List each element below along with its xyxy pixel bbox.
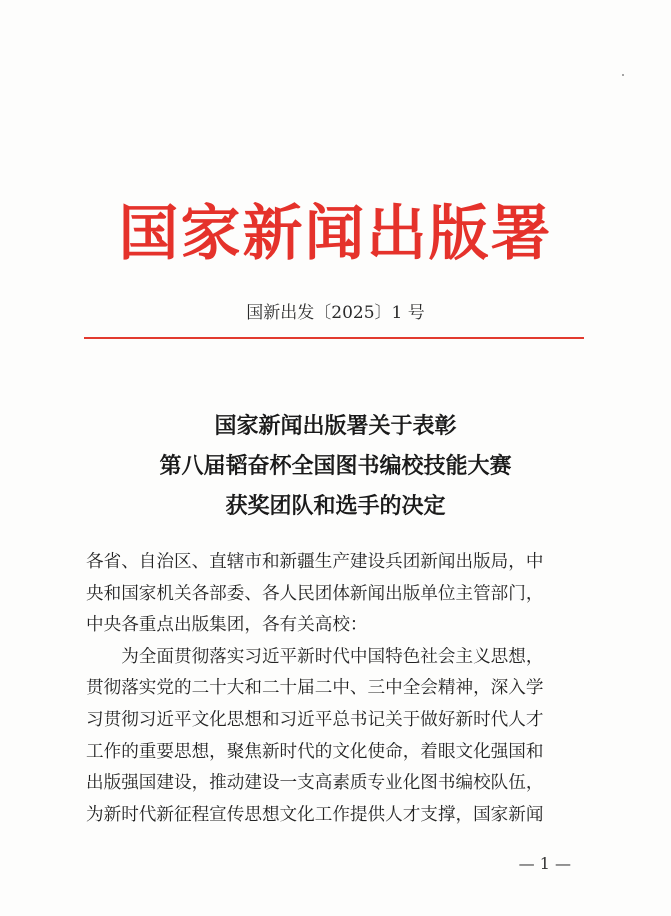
title-line: 获奖团队和选手的决定 — [225, 493, 446, 519]
body-line: 各省、自治区、直辖市和新疆生产建设兵团新闻出版局，中 — [86, 552, 544, 572]
body-line: 工作的重要思想，聚焦新时代的文化使命，着眼文化强国和 — [86, 741, 544, 762]
title-line: 第八届韬奋杯全国图书编校技能大赛 — [159, 453, 512, 479]
document-title — [0, 406, 671, 526]
body-line: 出版强国建设，推动建设一支高素质专业化图书编校队伍， — [86, 773, 544, 794]
document-number: 国新出发〔2025〕1 号 — [246, 303, 425, 323]
body-line: 为全面贯彻落实习近平新时代中国特色社会主义思想， — [86, 646, 544, 667]
body-line: 央和国家机关各部委、各人民团体新闻出版单位主管部门， — [86, 583, 544, 604]
page-number: — 1 — — [518, 854, 571, 873]
title-line: 国家新闻出版署关于表彰 — [214, 413, 457, 439]
body-line: 为新时代新征程宣传思想文化工作提供人才支撑，国家新闻 — [86, 804, 544, 825]
body-line: 中央各重点出版集团，各有关高校： — [86, 615, 368, 636]
body-line: 贯彻落实党的二十大和二十届二中、三中全会精神，深入学 — [86, 678, 544, 699]
red-divider-line — [84, 337, 584, 339]
masthead-title: 国家新闻出版署 — [118, 199, 553, 269]
document-body — [86, 547, 586, 831]
body-line: 习贯彻习近平文化思想和习近平总书记关于做好新时代人才 — [86, 709, 544, 730]
scan-speck — [622, 74, 624, 76]
